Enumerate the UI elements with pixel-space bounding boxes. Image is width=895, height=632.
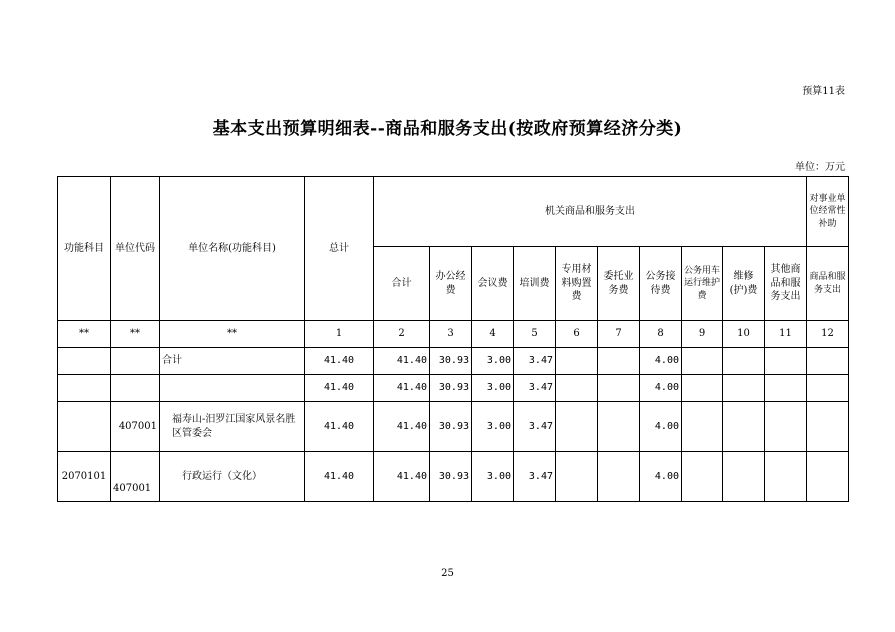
value-cell bbox=[765, 402, 807, 452]
index-cell: ** bbox=[58, 321, 111, 348]
index-cell: 7 bbox=[598, 321, 640, 348]
value-cell: 30.93 bbox=[430, 452, 472, 502]
value-cell: 41.40 bbox=[374, 375, 430, 402]
index-cell: 2 bbox=[374, 321, 430, 348]
value-cell: 41.40 bbox=[374, 348, 430, 375]
form-number: 预算11表 bbox=[802, 86, 845, 97]
header-col-1: 合计 bbox=[374, 247, 430, 321]
header-row-1 bbox=[58, 177, 849, 247]
value-cell: 30.93 bbox=[430, 402, 472, 452]
header-unit-code: 单位代码 bbox=[111, 177, 160, 321]
header-col-5: 专用材料购置费 bbox=[556, 247, 598, 321]
header-subsidy: 对事业单位经常性补助 bbox=[807, 177, 849, 247]
index-cell: 11 bbox=[765, 321, 807, 348]
unit-label: 单位：万元 bbox=[795, 162, 845, 173]
value-cell bbox=[723, 452, 765, 502]
value-cell bbox=[598, 348, 640, 375]
page-title: 基本支出预算明细表--商品和服务支出(按政府预算经济分类) bbox=[212, 119, 683, 139]
value-cell: 3.47 bbox=[514, 452, 556, 502]
value-cell: 3.47 bbox=[514, 375, 556, 402]
value-cell: 3.00 bbox=[472, 375, 514, 402]
value-cell bbox=[682, 375, 723, 402]
unit-code-cell: 407001 bbox=[111, 402, 160, 452]
value-cell: 4.00 bbox=[640, 375, 682, 402]
header-col-11: 商品和服务支出 bbox=[807, 247, 849, 321]
value-cell bbox=[556, 348, 598, 375]
table-row bbox=[58, 348, 849, 375]
header-col-3: 会议费 bbox=[472, 247, 514, 321]
value-cell bbox=[556, 375, 598, 402]
header-unit-name: 单位名称(功能科目) bbox=[160, 177, 305, 321]
value-cell: 41.40 bbox=[374, 452, 430, 502]
header-col-8: 公务用车运行维护费 bbox=[682, 247, 723, 321]
value-cell bbox=[556, 402, 598, 452]
value-cell: 30.93 bbox=[430, 375, 472, 402]
value-cell bbox=[765, 452, 807, 502]
unit-code-cell bbox=[111, 375, 160, 402]
value-cell: 30.93 bbox=[430, 348, 472, 375]
unit-name-cell bbox=[160, 375, 305, 402]
value-cell bbox=[598, 375, 640, 402]
header-col-2: 办公经费 bbox=[430, 247, 472, 321]
unit-name-cell: 福寿山-汨罗江国家风景名胜区管委会 bbox=[160, 402, 305, 452]
value-cell bbox=[682, 402, 723, 452]
page-number: 25 bbox=[441, 568, 454, 579]
value-cell: 3.47 bbox=[514, 402, 556, 452]
value-cell: 3.00 bbox=[472, 348, 514, 375]
index-cell: 12 bbox=[807, 321, 849, 348]
value-cell bbox=[723, 348, 765, 375]
unit-name-cell: 合计 bbox=[160, 348, 305, 375]
index-cell: 8 bbox=[640, 321, 682, 348]
total-cell: 41.40 bbox=[305, 348, 374, 375]
index-cell: ** bbox=[160, 321, 305, 348]
value-cell bbox=[765, 348, 807, 375]
total-cell: 41.40 bbox=[305, 375, 374, 402]
value-cell: 3.00 bbox=[472, 402, 514, 452]
value-cell bbox=[765, 375, 807, 402]
header-total: 总计 bbox=[305, 177, 374, 321]
value-cell: 41.40 bbox=[374, 402, 430, 452]
value-cell: 4.00 bbox=[640, 402, 682, 452]
index-cell: 6 bbox=[556, 321, 598, 348]
header-col-7: 公务接待费 bbox=[640, 247, 682, 321]
index-row bbox=[58, 321, 849, 348]
value-cell bbox=[807, 375, 849, 402]
value-cell: 4.00 bbox=[640, 452, 682, 502]
header-col-10: 其他商品和服务支出 bbox=[765, 247, 807, 321]
value-cell bbox=[723, 375, 765, 402]
value-cell: 3.00 bbox=[472, 452, 514, 502]
table-row bbox=[58, 375, 849, 402]
unit-name-cell: 行政运行（文化） bbox=[160, 452, 305, 502]
header-col-6: 委托业务费 bbox=[598, 247, 640, 321]
value-cell: 3.47 bbox=[514, 348, 556, 375]
func-subject-cell bbox=[58, 402, 111, 452]
index-cell: 9 bbox=[682, 321, 723, 348]
value-cell bbox=[807, 348, 849, 375]
table-row bbox=[58, 402, 849, 452]
value-cell bbox=[598, 452, 640, 502]
header-col-9: 维修(护)费 bbox=[723, 247, 765, 321]
func-subject-cell bbox=[58, 348, 111, 375]
header-col-4: 培训费 bbox=[514, 247, 556, 321]
header-func-subject: 功能科目 bbox=[58, 177, 111, 321]
value-cell bbox=[807, 402, 849, 452]
value-cell bbox=[807, 452, 849, 502]
unit-code-cell bbox=[111, 348, 160, 375]
index-cell: 4 bbox=[472, 321, 514, 348]
index-cell: 1 bbox=[305, 321, 374, 348]
total-cell: 41.40 bbox=[305, 452, 374, 502]
value-cell bbox=[682, 348, 723, 375]
budget-table bbox=[57, 176, 849, 502]
unit-code-cell: 407001 bbox=[111, 452, 160, 502]
value-cell: 4.00 bbox=[640, 348, 682, 375]
index-cell: 10 bbox=[723, 321, 765, 348]
index-cell: 5 bbox=[514, 321, 556, 348]
index-cell: 3 bbox=[430, 321, 472, 348]
value-cell bbox=[556, 452, 598, 502]
value-cell bbox=[598, 402, 640, 452]
table-row bbox=[58, 452, 849, 502]
func-subject-cell bbox=[58, 375, 111, 402]
total-cell: 41.40 bbox=[305, 402, 374, 452]
index-cell: ** bbox=[111, 321, 160, 348]
header-group: 机关商品和服务支出 bbox=[374, 177, 807, 247]
value-cell bbox=[682, 452, 723, 502]
func-subject-cell: 2070101 bbox=[58, 452, 111, 502]
value-cell bbox=[723, 402, 765, 452]
